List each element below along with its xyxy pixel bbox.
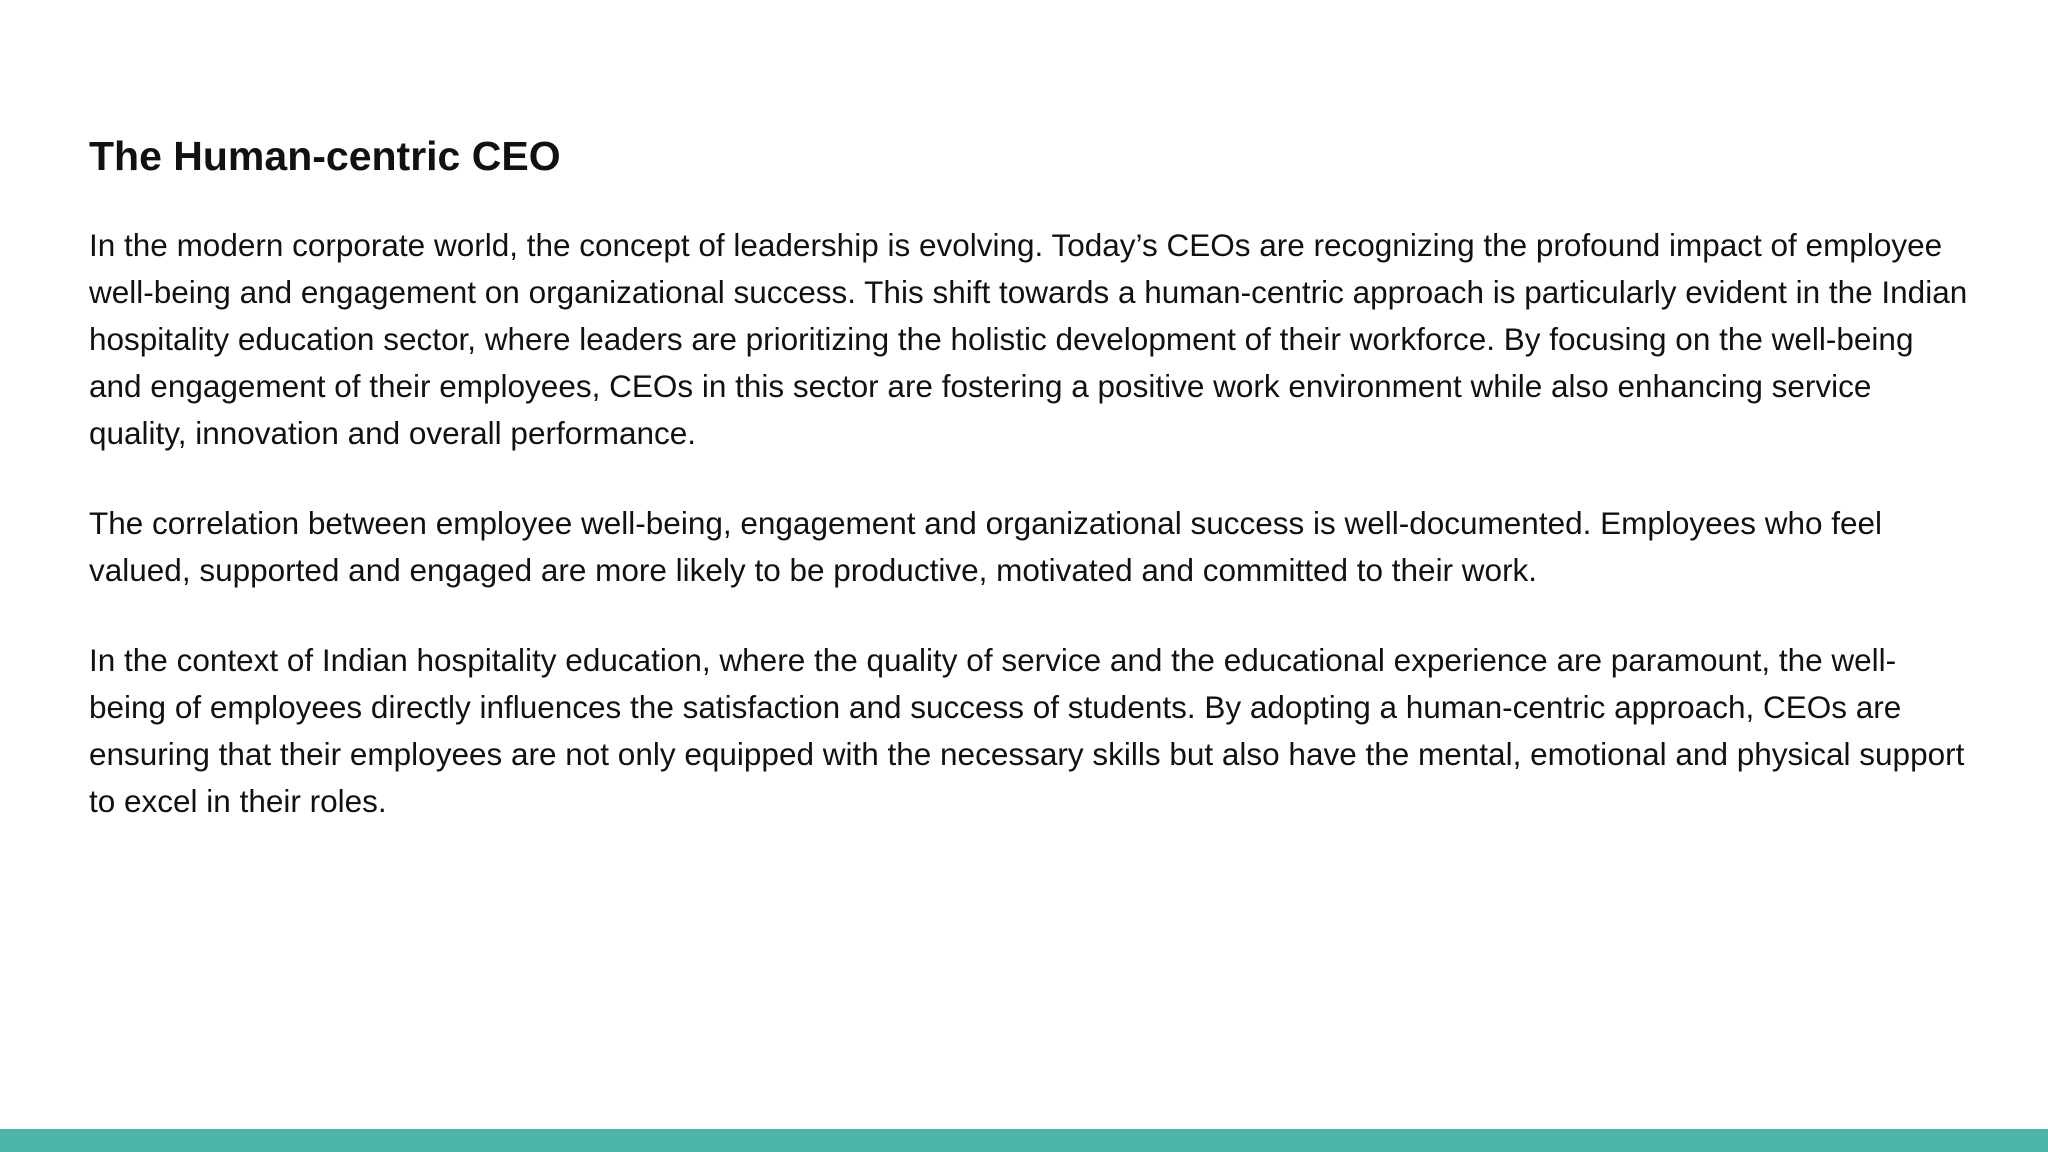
footer-accent-bar bbox=[0, 1129, 2048, 1152]
paragraph-3: In the context of Indian hospitality education, where the quality of service and the educational experience are paramount, the well-being of employees directly influences the satisfaction and success of students. By adopting a human-centric approach, CEOs are ensuring that their employees are not only equipped with the necessary skills but also have the mental, emotional and physical support to excel in their roles. bbox=[89, 642, 1965, 819]
paragraph-2: The correlation between employee well-being, engagement and organizational success is well-documented. Employees who feel valued, supported and engaged are more likely to be productive, motivated and committed to their work. bbox=[89, 505, 1883, 588]
slide-title: The Human-centric CEO bbox=[89, 133, 561, 179]
paragraph-1: In the modern corporate world, the concept of leadership is evolving. Today’s CEOs are recognizing the profound impact of employee well-being and engagement on organizational success. This shift towards a human-centric approach is particularly evident in the Indian hospitality education sector, where leaders are prioritizing the holistic development of their workforce. By focusing on the well-being and engagement of their employees, CEOs in this sector are fostering a positive work environment while also enhancing service quality, innovation and overall performance. bbox=[89, 227, 1968, 451]
slide-content bbox=[89, 128, 1969, 825]
